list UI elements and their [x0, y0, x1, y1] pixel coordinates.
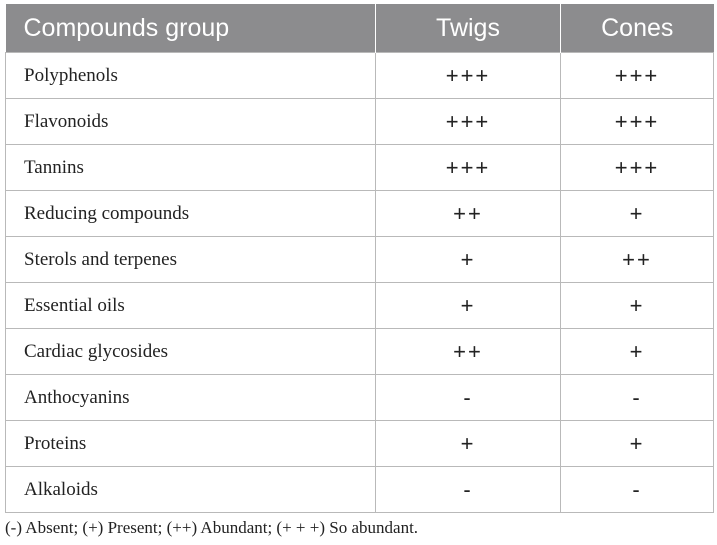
- cones-value-cell: +: [561, 191, 714, 237]
- table-header: [6, 4, 714, 53]
- twigs-value-cell: +: [376, 237, 561, 283]
- table-row: [6, 145, 714, 191]
- compound-name-cell: Flavonoids: [6, 99, 376, 145]
- table-body: [6, 53, 714, 513]
- table-row: [6, 237, 714, 283]
- cones-value-cell: ++: [561, 237, 714, 283]
- compound-name-cell: Cardiac glycosides: [6, 329, 376, 375]
- cones-value-cell: +++: [561, 99, 714, 145]
- compound-name-cell: Alkaloids: [6, 467, 376, 513]
- cones-value-cell: +: [561, 329, 714, 375]
- twigs-value-cell: +++: [376, 99, 561, 145]
- compounds-table: [5, 4, 714, 513]
- compound-name-cell: Polyphenols: [6, 53, 376, 99]
- cones-value-cell: +: [561, 283, 714, 329]
- header-twigs: Twigs: [376, 4, 561, 53]
- table-row: [6, 467, 714, 513]
- compound-name-cell: Proteins: [6, 421, 376, 467]
- table-row: [6, 375, 714, 421]
- header-cones: Cones: [561, 4, 714, 53]
- table-row: [6, 329, 714, 375]
- header-row: [6, 4, 714, 53]
- table-row: [6, 421, 714, 467]
- compound-name-cell: Anthocyanins: [6, 375, 376, 421]
- twigs-value-cell: -: [376, 467, 561, 513]
- twigs-value-cell: ++: [376, 329, 561, 375]
- cones-value-cell: +++: [561, 145, 714, 191]
- cones-value-cell: -: [561, 467, 714, 513]
- table-row: [6, 99, 714, 145]
- table-row: [6, 283, 714, 329]
- cones-value-cell: +++: [561, 53, 714, 99]
- cones-value-cell: +: [561, 421, 714, 467]
- compound-name-cell: Essential oils: [6, 283, 376, 329]
- header-compounds-group: Compounds group: [6, 4, 376, 53]
- compound-name-cell: Reducing compounds: [6, 191, 376, 237]
- twigs-value-cell: ++: [376, 191, 561, 237]
- twigs-value-cell: +: [376, 283, 561, 329]
- compound-name-cell: Tannins: [6, 145, 376, 191]
- table-row: [6, 191, 714, 237]
- compound-name-cell: Sterols and terpenes: [6, 237, 376, 283]
- twigs-value-cell: +: [376, 421, 561, 467]
- twigs-value-cell: -: [376, 375, 561, 421]
- twigs-value-cell: +++: [376, 145, 561, 191]
- table-footnote: (-) Absent; (+) Present; (++) Abundant; (+ + +) So abundant.: [5, 518, 419, 537]
- twigs-value-cell: +++: [376, 53, 561, 99]
- compounds-table-container: [5, 4, 713, 513]
- table-row: [6, 53, 714, 99]
- cones-value-cell: -: [561, 375, 714, 421]
